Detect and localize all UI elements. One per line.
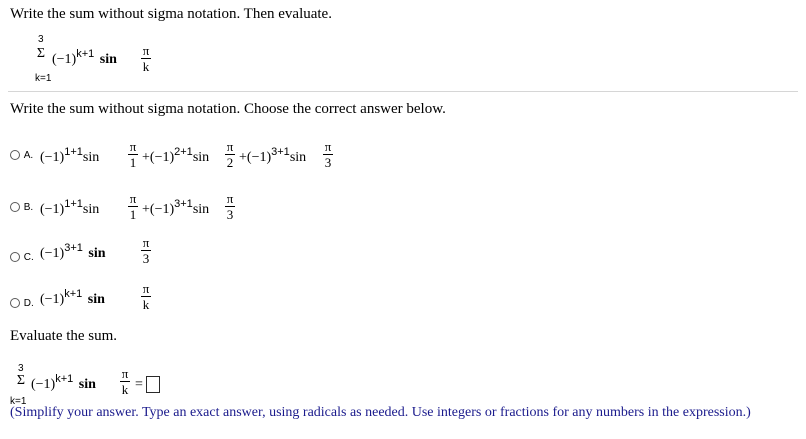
option-a-term2: $+(-1)^{2+1}\sin$ bbox=[142, 146, 210, 165]
sigma-term-bottom: $(-1)^{k+1}$ sin bbox=[31, 373, 96, 392]
option-d-label: D. bbox=[23, 298, 34, 309]
option-b-term1: $(-1)^{1+1}\sin$ bbox=[40, 198, 100, 217]
option-a-label: A. bbox=[23, 150, 34, 161]
option-a-term3: $+(-1)^{3+1}\sin$ bbox=[239, 146, 307, 165]
equals-sign: = bbox=[135, 377, 143, 392]
option-b-frac1: π 1 bbox=[129, 191, 137, 222]
option-d[interactable] bbox=[10, 294, 34, 311]
term-fn: sin bbox=[99, 52, 117, 67]
sigma-upper-limit-bottom: 3 bbox=[18, 363, 24, 374]
frac-num: π bbox=[142, 43, 150, 58]
sigma-lower-limit-bottom: k=1 bbox=[10, 396, 27, 407]
option-b-radio[interactable] bbox=[10, 202, 20, 212]
option-d-radio[interactable] bbox=[10, 298, 20, 308]
option-c-label: C. bbox=[23, 252, 34, 263]
term-fraction bbox=[141, 44, 151, 73]
option-d-frac1: π k bbox=[142, 281, 150, 312]
term-fraction-bottom: π k bbox=[121, 366, 129, 397]
sigma-lower-limit: k=1 bbox=[35, 73, 52, 84]
option-d-term1: $(-1)^{k+1}$ sin bbox=[40, 288, 105, 307]
part1-prompt: Write the sum without sigma notation. Choose the correct answer below. bbox=[10, 101, 446, 117]
part2-prompt: Evaluate the sum. bbox=[10, 328, 118, 344]
option-a-frac1: π 1 bbox=[129, 139, 137, 170]
question-instruction: Write the sum without sigma notation. Then evaluate. bbox=[10, 6, 332, 22]
option-c-term1: $(-1)^{3+1}$ sin bbox=[40, 242, 106, 261]
option-b-term2: $+(-1)^{3+1}\sin$ bbox=[142, 198, 210, 217]
option-c-radio[interactable] bbox=[10, 252, 20, 262]
option-a-frac2: π 2 bbox=[226, 139, 234, 170]
option-b[interactable] bbox=[10, 198, 33, 215]
answer-input[interactable] bbox=[146, 376, 160, 393]
option-a-radio[interactable] bbox=[10, 150, 20, 160]
sigma-symbol-bottom: Σ bbox=[16, 373, 26, 388]
sigma-upper-limit: 3 bbox=[38, 34, 44, 45]
sigma-symbol: Σ bbox=[36, 46, 46, 61]
term-exponent: k+1 bbox=[76, 48, 95, 60]
option-c-frac1: π 3 bbox=[142, 235, 150, 266]
term-base: (−1) bbox=[52, 52, 77, 67]
section-divider bbox=[8, 91, 798, 92]
option-b-label: B. bbox=[23, 202, 34, 213]
option-a[interactable] bbox=[10, 146, 33, 163]
option-c[interactable] bbox=[10, 248, 34, 265]
frac-den: k bbox=[142, 59, 150, 74]
answer-hint: (Simplify your answer. Type an exact answer, using radicals as needed. Use integers or fractions for any numbers in the expression.) bbox=[10, 405, 751, 420]
option-b-frac2: π 3 bbox=[226, 191, 234, 222]
option-a-term1: $(-1)^{1+1}\sin$ bbox=[40, 146, 100, 165]
option-a-frac3: π 3 bbox=[324, 139, 332, 170]
sigma-term bbox=[52, 48, 117, 68]
